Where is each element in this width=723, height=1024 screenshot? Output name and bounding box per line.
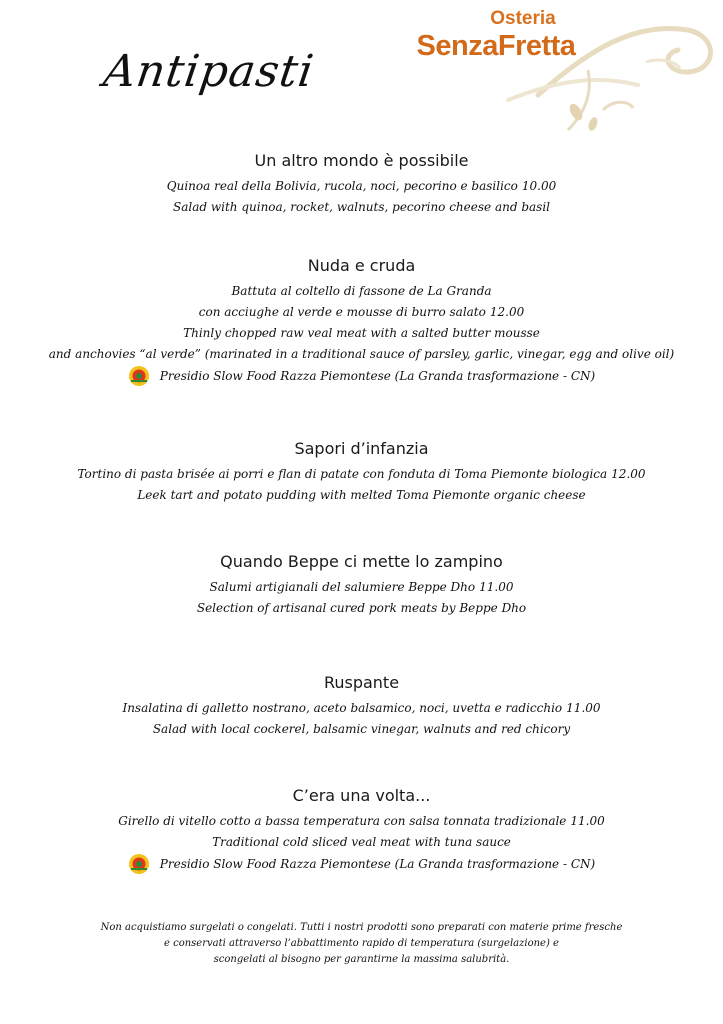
presidio-text: Presidio Slow Food Razza Piemontese (La Granda trasformazione - CN) bbox=[159, 856, 596, 871]
presidio-line bbox=[0, 365, 723, 394]
dish-text: Tortino di pasta brisée ai porri e flan di patate con fonduta di Toma Piemonte biologica bbox=[77, 467, 608, 481]
dish-price: 11.00 bbox=[566, 701, 601, 715]
dish-text: Girello di vitello cotto a bassa temperatura con salsa tonnata tradizionale bbox=[118, 814, 567, 828]
dish-text: Salumi artigianali del salumiere Beppe Dho bbox=[209, 580, 476, 594]
dish-price: 11.00 bbox=[479, 580, 514, 594]
footer-note bbox=[0, 920, 723, 968]
presidio-text: Presidio Slow Food Razza Piemontese (La Granda trasformazione - CN) bbox=[159, 368, 596, 383]
dish-text: Thinly chopped raw veal meat with a salted butter mousse bbox=[183, 326, 540, 340]
dish-text: con acciughe al verde e mousse di burro salato bbox=[198, 305, 486, 319]
section-title: Nuda e cruda bbox=[307, 256, 416, 275]
dish-text: Selection of artisanal cured pork meats by Beppe Dho bbox=[196, 601, 527, 615]
dish-line bbox=[0, 577, 723, 598]
dish-line bbox=[0, 323, 723, 344]
presidio-line bbox=[0, 853, 723, 882]
logo-name: SenzaFretta bbox=[416, 30, 576, 62]
menu-section bbox=[0, 551, 723, 619]
dish-text: Insalatina di galletto nostrano, aceto balsamico, noci, uvetta e radicchio bbox=[122, 701, 563, 715]
slow-food-snail-icon bbox=[128, 365, 150, 387]
restaurant-logo bbox=[388, 0, 723, 140]
dish-text: Salad with quinoa, rocket, walnuts, pecorino cheese and basil bbox=[172, 200, 550, 214]
dish-line bbox=[0, 811, 723, 832]
footer-line: e conservati attraverso l’abbattimento rapido di temperatura (surgelazione) e bbox=[164, 938, 559, 949]
dish-text: Battuta al coltello di fassone de La Granda bbox=[231, 284, 492, 298]
footer-line: scongelati al bisogno per garantirne la massima salubrità. bbox=[213, 954, 510, 965]
dish-price: 10.00 bbox=[521, 179, 557, 193]
dish-text: Traditional cold sliced veal meat with tuna sauce bbox=[212, 835, 511, 849]
dish-line bbox=[0, 344, 723, 365]
menu-section bbox=[0, 438, 723, 506]
dish-text: Salad with local cockerel, balsamic vinegar, walnuts and red chicory bbox=[152, 722, 571, 736]
slow-food-snail-icon bbox=[128, 853, 150, 875]
dish-line bbox=[0, 302, 723, 323]
dish-line bbox=[0, 281, 723, 302]
dish-price: 12.00 bbox=[611, 467, 646, 481]
menu-section bbox=[0, 255, 723, 394]
dish-text: Leek tart and potato pudding with melted Toma Piemonte organic cheese bbox=[137, 488, 586, 502]
dish-line bbox=[0, 719, 723, 740]
dish-line bbox=[0, 832, 723, 853]
dish-line bbox=[0, 598, 723, 619]
page-title: Antipasti bbox=[100, 46, 318, 97]
dish-line bbox=[0, 464, 723, 485]
dish-line bbox=[0, 176, 723, 197]
dish-price: 12.00 bbox=[489, 305, 525, 319]
dish-line bbox=[0, 197, 723, 218]
section-title: Sapori d’infanzia bbox=[294, 439, 429, 458]
logo-osteria: Osteria bbox=[490, 8, 556, 29]
dish-text: Quinoa real della Bolivia, rucola, noci, pecorino e basilico bbox=[166, 179, 518, 193]
dish-price: 11.00 bbox=[570, 814, 605, 828]
section-title: Un altro mondo è possibile bbox=[254, 151, 469, 170]
footer-line: Non acquistiamo surgelati o congelati. Tutti i nostri prodotti sono preparati con materie prime fresche bbox=[100, 922, 623, 933]
menu-section bbox=[0, 672, 723, 740]
section-title: Quando Beppe ci mette lo zampino bbox=[220, 552, 503, 571]
menu-section bbox=[0, 785, 723, 882]
dish-line bbox=[0, 485, 723, 506]
dish-text: and anchovies “al verde” (marinated in a traditional sauce of parsley, garlic, vinegar, egg and olive oil) bbox=[48, 347, 675, 361]
section-title: Ruspante bbox=[323, 673, 400, 692]
dish-line bbox=[0, 698, 723, 719]
section-title: C’era una volta... bbox=[292, 786, 431, 805]
menu-section bbox=[0, 150, 723, 218]
